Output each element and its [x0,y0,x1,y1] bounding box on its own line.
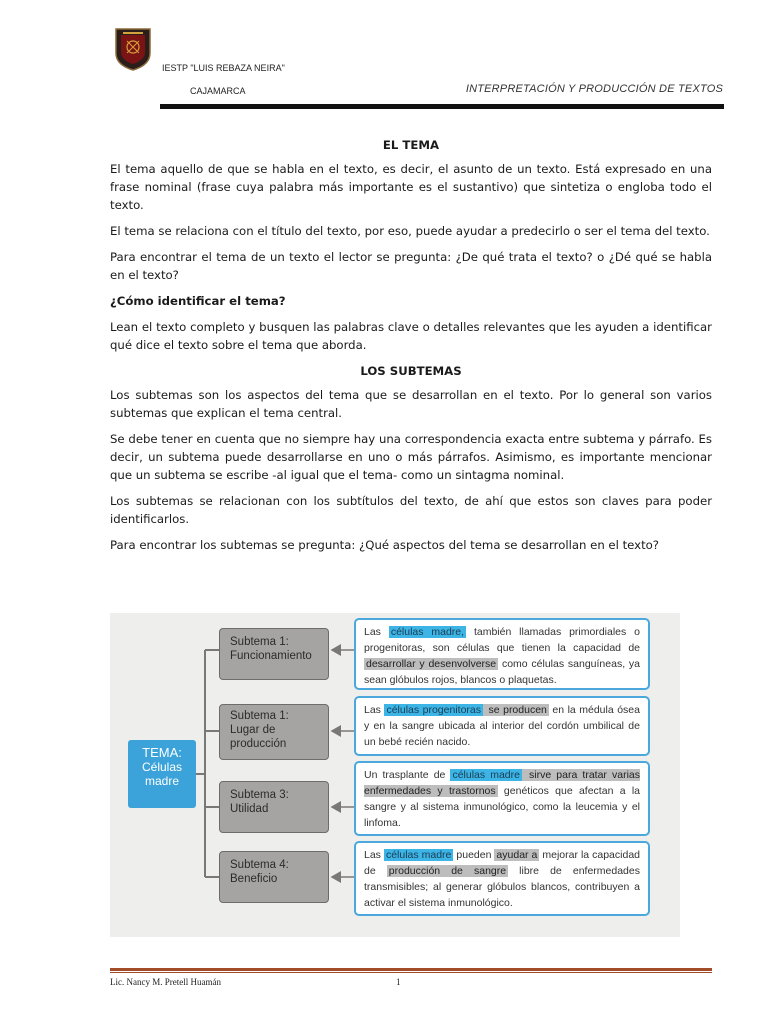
desc-text: pueden [453,849,495,861]
desc-text: Un trasplante de [364,769,451,781]
subtema-label: Subtema 1: [230,636,289,648]
institution-city: CAJAMARCA [190,86,246,96]
highlight: ayudar a [496,849,538,861]
highlight: células madre [385,849,452,861]
subtema-label: Subtema 1: [230,710,289,722]
subtema-label: Lugar de [230,724,276,736]
tema-box [128,740,196,808]
page-number: 1 [396,977,401,987]
subtema-label: producción [230,738,287,750]
subtema-box [219,781,329,833]
highlight: células madre, [390,626,465,638]
paragraph: Lean el texto completo y busquen las palabras clave o detalles relevantes que les ayuden a identificar qué dice el texto sobre el tema que aborda. [110,320,712,352]
section-title-tema: EL TEMA [382,138,440,152]
description-box [354,696,650,756]
desc-text: también llamadas primordiales o progenitoras, son células que tienen la capacidad de [364,626,640,654]
highlight: desarrollar y desenvolverse [366,658,497,670]
desc-text: Las [364,849,384,861]
subtema-label: Subtema 3: [230,789,289,801]
tema-label: TEMA: [142,745,182,760]
subtema-box [219,704,329,760]
footer-divider [110,968,712,971]
tema-line: Células [141,760,183,774]
highlight: células madre [452,769,520,781]
tema-line: madre [144,774,179,788]
paragraph: El tema se relaciona con el título del texto, por eso, puede ayudar a predecirlo o ser el tema del texto. [110,224,710,238]
desc-text: Las [364,626,389,638]
highlight: células progenitoras [386,704,481,716]
desc-text: en la médula ósea y en la sangre ubicada al interior del cordón umbilical de un bebé recién nacido. [364,704,640,748]
subtema-label: Beneficio [230,873,278,885]
description-box [354,618,650,690]
subtema-label: Funcionamiento [230,650,312,662]
desc-text: genéticos que afectan a la sangre y al sistema inmunológico, como la leucemia y el linfoma. [364,785,640,829]
section-title-subtemas: LOS SUBTEMAS [360,364,462,378]
tema-subtemas-diagram [110,613,680,937]
paragraph: Se debe tener en cuenta que no siempre hay una correspondencia exacta entre subtema y párrafo. Es decir, un subtema puede desarrollarse en uno o más párrafos. Asimismo, es importante mencionar que un subtema se escribe -al igual que el tema- como un sintagma nominal. [110,432,712,482]
footer-author: Lic. Nancy M. Pretell Huamán [110,977,221,987]
description-box [354,841,650,916]
desc-text: Las [364,704,385,716]
paragraph: Los subtemas se relacionan con los subtítulos del texto, de ahí que estos son claves para poder identificarlos. [110,494,712,526]
question-heading: ¿Cómo identificar el tema? [110,294,286,308]
desc-text: mejorar la capacidad de [364,849,640,877]
desc-text: libre de enfermedades transmisibles; al generar glóbulos blancos, contribuyen a activar el sistema inmunológico. [364,865,640,909]
course-title: INTERPRETACIÓN Y PRODUCCIÓN DE TEXTOS [465,83,723,95]
footer-divider [110,972,712,973]
highlight: producción de sangre [388,865,507,877]
paragraph: Para encontrar el tema de un texto el lector se pregunta: ¿De qué trata el texto? o ¿Dé qué se habla en el texto? [110,250,712,282]
description-box [354,761,650,836]
institution-name: IESTP "LUIS REBAZA NEIRA" [162,63,285,73]
highlight: se producen [485,704,547,716]
paragraph: Para encontrar los subtemas se pregunta: ¿Qué aspectos del tema se desarrollan en el texto? [110,538,660,552]
highlight: sirve para tratar varias enfermedades y trastornos [364,769,640,797]
paragraph: Los subtemas son los aspectos del tema que se desarrollan en el texto. Por lo general son varios subtemas que explican el tema central. [110,388,712,420]
subtema-label: Subtema 4: [230,859,289,871]
school-crest-icon [113,27,153,71]
subtema-box [219,851,329,903]
subtema-label: Utilidad [230,803,269,815]
subtema-box [219,628,329,680]
document-body [110,136,712,562]
paragraph: El tema aquello de que se habla en el texto, es decir, el asunto de un texto. Está expresado en una frase nominal (frase cuya palabra más importante es el sustantivo) que sintetiza o engloba todo el texto. [110,162,712,212]
desc-text: como células sanguíneas, ya sean glóbulos rojos, blancos o plaquetas. [364,658,640,686]
header-divider [160,104,724,109]
